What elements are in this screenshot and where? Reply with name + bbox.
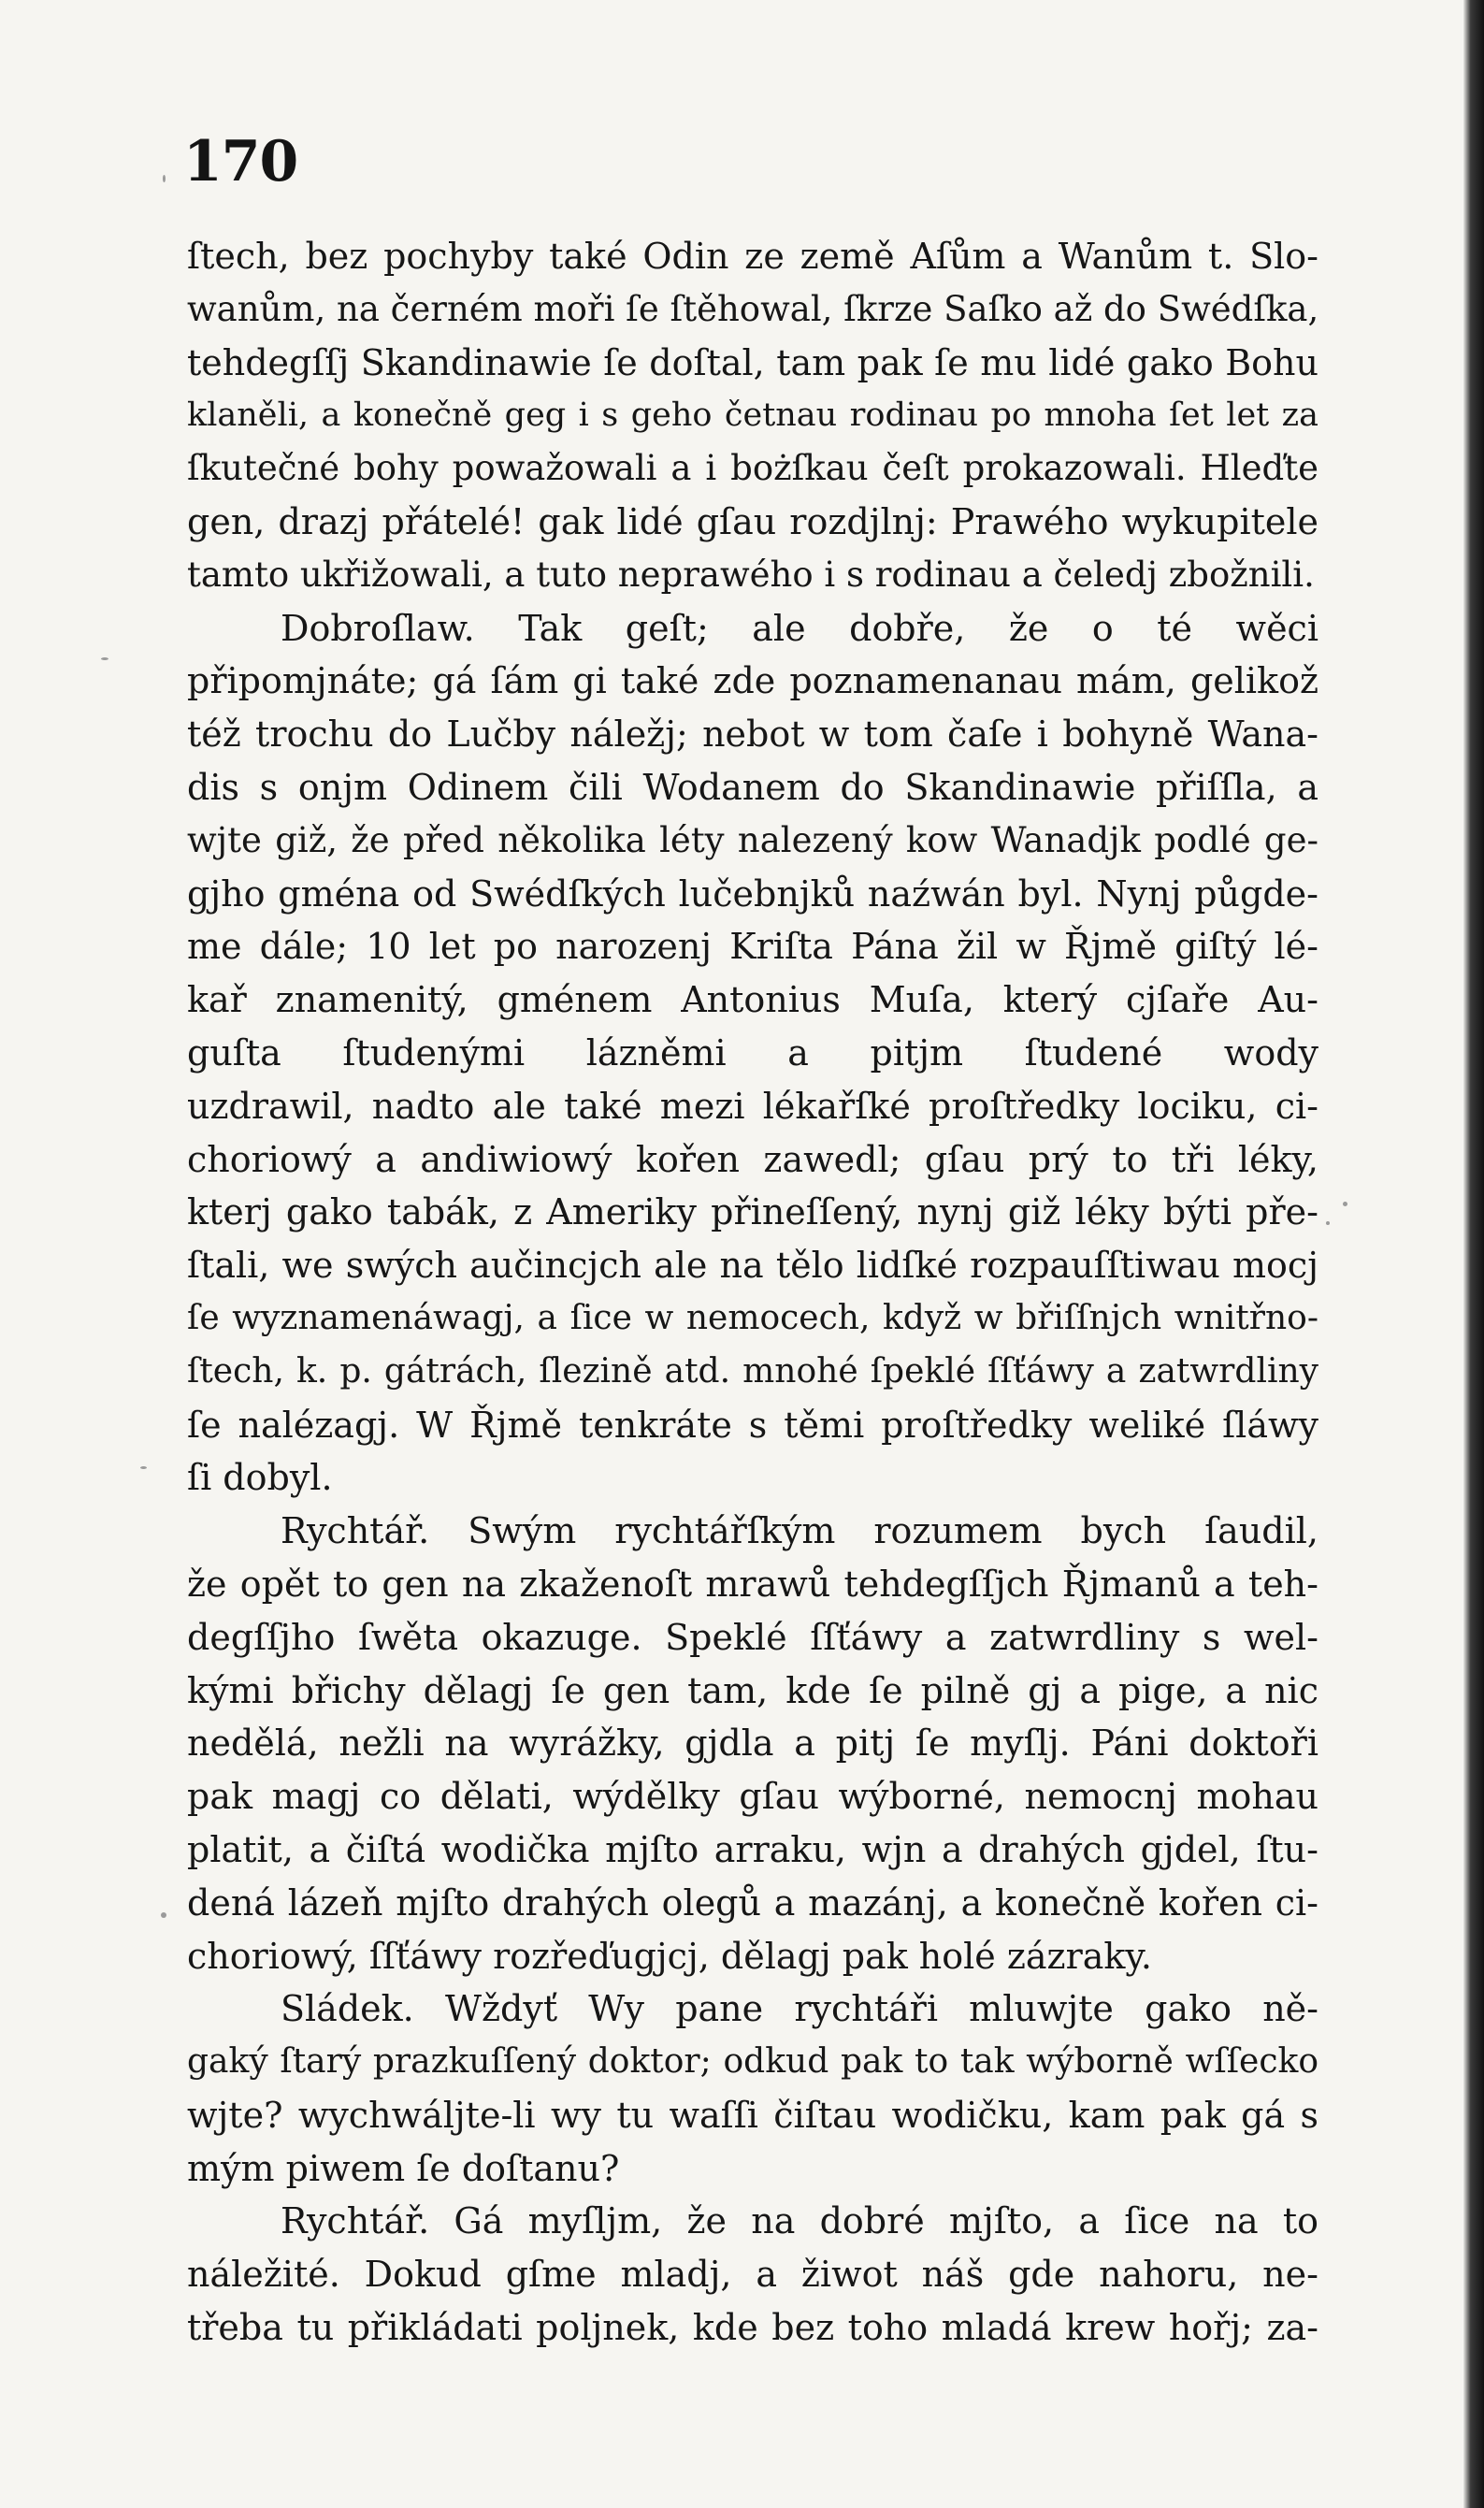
ink-speck [1326,1221,1330,1225]
text-line: připomjnáte; gá ſám gi také zde poznamenanau mám, gelikož [187,660,1318,702]
text-line: gen, drazj přátelé! gak lidé gſau rozdjlnj: Prawého wykupitele [187,500,1318,542]
text-line: ſkutečné bohy powažowali a i bożſkau čeſt prokazowali. Hleďte [187,448,1318,489]
text-line: gjho gména od Swédſkých lučebnjků naźwán byl. Nynj půgde- [187,872,1318,915]
text-line: wjte giž, že před několika léty nalezený kow Wanadjk podlé ge- [187,819,1318,860]
text-line: kař znamenitý, gménem Antonius Muſa, který cjſaře Au- [187,979,1318,1021]
text-line: dis s onjm Odinem čili Wodanem do Skandinawie přiſſla, a [187,766,1318,808]
text-line: wjte? wychwáljte-li wy tu waſſi čiſtau wodičku, kam pak gá s [187,2094,1318,2136]
text-line: mým piwem ſe doſtanu? [187,2147,620,2189]
text-line: že opět to gen na zkaženoſt mrawů tehdegſſjch Řjmanů a teh- [187,1563,1318,1605]
text-line: ſi dobyl. [187,1457,333,1499]
text-line: též trochu do Lučby náležj; nebot w tom čaſe i bohyně Wana- [187,713,1318,756]
page-number: 170 [183,129,298,195]
text-line: ſe nalézagj. W Řjmě tenkráte s těmi proſtředky weliké ſláwy [187,1404,1318,1446]
text-line: uzdrawil, nadto ale také mezi lékařſké proſtředky lociku, ci- [187,1085,1318,1127]
ink-speck [1343,1202,1347,1206]
text-line: gaký ſtarý prazkuſſený doktor; odkud pak to tak wýborně wſſecko [187,2042,1318,2082]
text-line: choriowý a andiwiowý kořen zawedl; gſau prý to tři léky, [187,1138,1318,1180]
text-line: Rychtář. Gá myſljm, že na dobré mjſto, a ſice na to [281,2200,1318,2242]
text-line: kterj gako tabák, z Ameriky přineſſený, nynj giž léky býti pře- [187,1191,1318,1233]
text-line: ſtali, we swých aučincjch ale na tělo lidſké rozpauſſtiwau mocj [187,1245,1318,1287]
text-line: Rychtář. Swým rychtářſkým rozumem bych ſaudil, [281,1510,1318,1552]
body-text [187,230,1318,2355]
ink-speck [101,657,108,660]
text-line: me dále; 10 let po narozenj Kriſta Pána žil w Řjmě giſtý lé- [187,926,1318,968]
ink-speck [161,1912,166,1918]
text-line: platit, a čiſtá wodička mjſto arraku, wjn a drahých gjdel, ſtu- [187,1828,1318,1870]
text-line: nedělá, nežli na wyrážky, gjdla a pitj ſe myſlj. Páni doktoři [187,1722,1318,1765]
text-line: náležité. Dokud gſme mladj, a žiwot náš gde nahoru, ne- [187,2254,1318,2296]
text-line: ſtech, bez pochyby také Odin ze země Aſům a Wanům t. Slo- [187,236,1318,277]
text-line: tehdegſſj Skandinawie ſe doſtal, tam pak ſe mu lidé gako Bohu [187,341,1318,383]
text-line: choriowý, ſſťáwy rozřeďugjcj, dělagj pak holé zázraky. [187,1935,1152,1977]
text-line: wanům, na černém moři ſe ſtěhowal, ſkrze Saſko až do Swédſka, [187,288,1318,329]
ink-speck [140,1466,147,1469]
text-line: ſe wyznamenáwagj, a ſice w nemocech, když w břiſſnjch wnitřno- [187,1298,1318,1337]
text-line: tamto ukřižowali, a tuto neprawého i s rodinau a čeledj zbožnili. [187,554,1315,595]
text-line: klaněli, a konečně geg i s geho četnau rodinau po mnoha ſet let za [187,396,1318,435]
text-line: degſſjho ſwěta okazuge. Speklé ſſťáwy a zatwrdliny s wel- [187,1616,1318,1658]
text-line: Sládek. Wždyť Wy pane rychtáři mluwjte gako ně- [281,1988,1318,2030]
text-line: kými břichy dělagj ſe gen tam, kde ſe pilně gj a pige, a nic [187,1669,1318,1711]
text-line: Dobroſlaw. Tak geſt; ale dobře, že o té wěci [281,607,1318,649]
ink-speck [163,175,166,182]
text-line: třeba tu přikládati poljnek, kde bez toho mladá krew hořj; za- [187,2307,1318,2349]
page-edge-shadow [1463,0,1484,2508]
text-line: guſta ſtudenými lázněmi a pitjm ſtudené wody [187,1031,1318,1074]
text-line: dená lázeň mjſto drahých olegů a mazánj, a konečně kořen ci- [187,1881,1318,1924]
text-line: pak magj co dělati, wýdělky gſau wýborné, nemocnj mohau [187,1776,1318,1818]
text-line: ſtech, k. p. gátrách, ſlezině atd. mnohé ſpeklé ſſťáwy a zatwrdliny [187,1351,1318,1391]
